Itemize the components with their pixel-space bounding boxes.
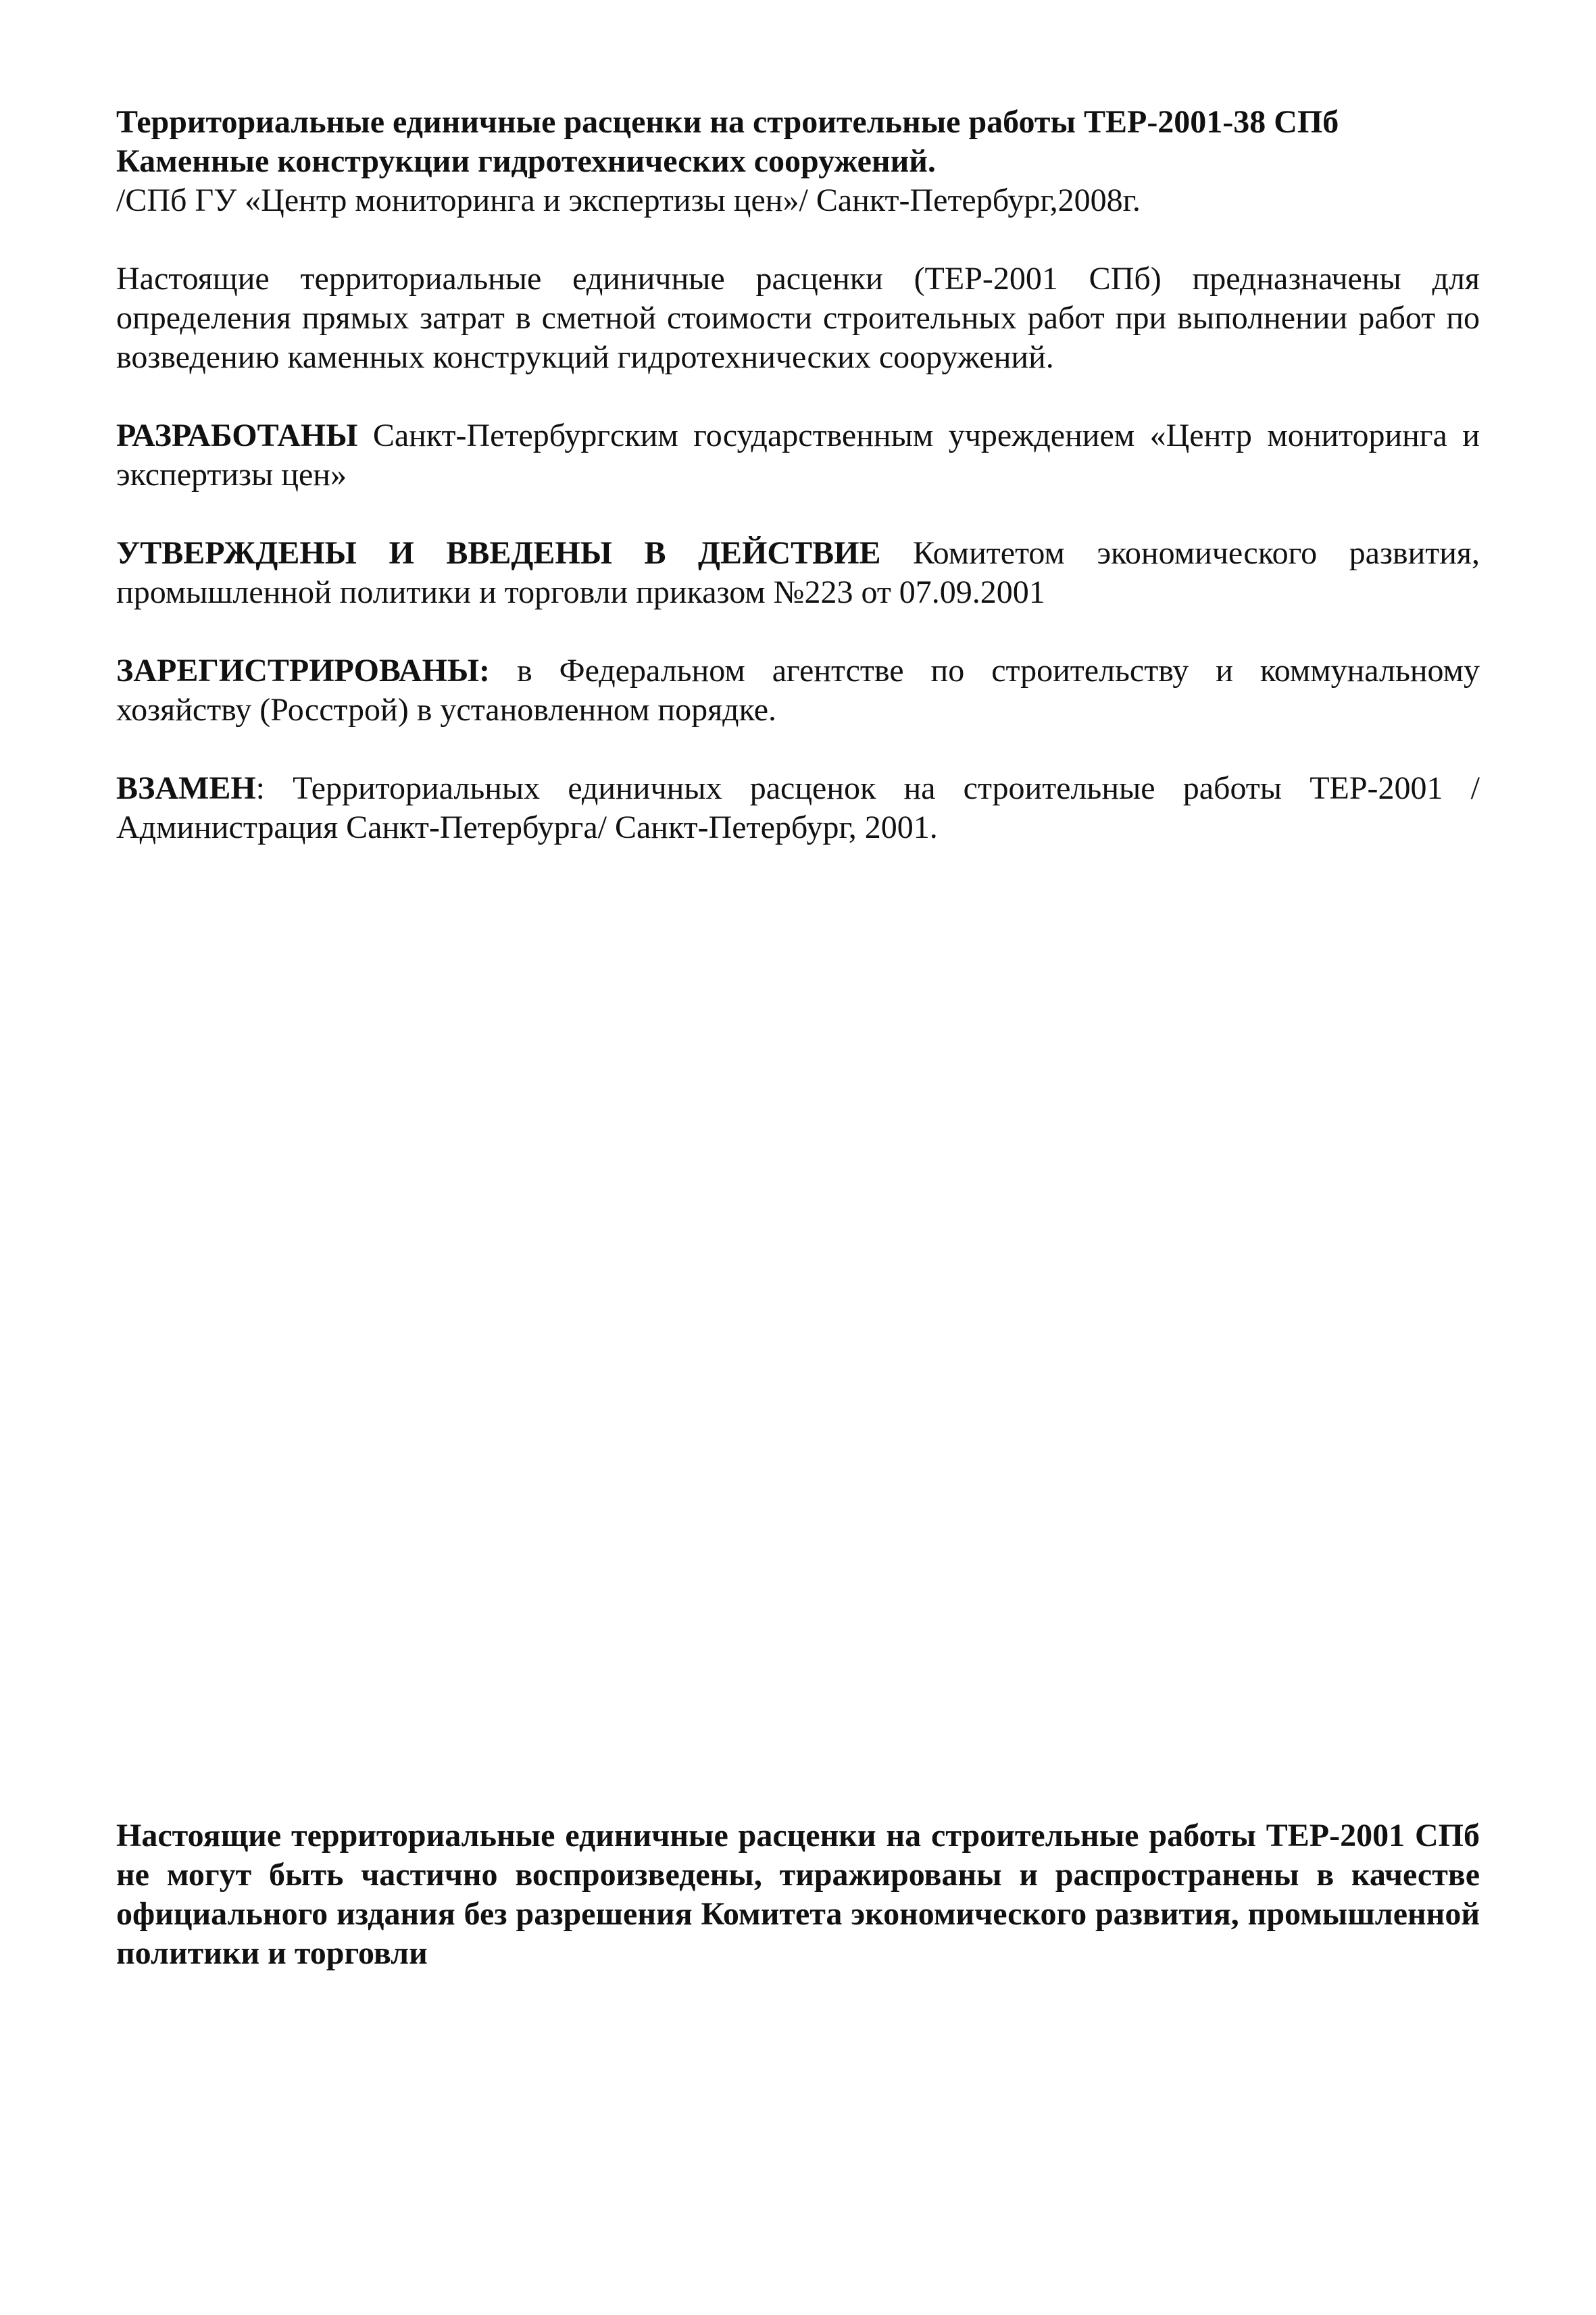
replaces-paragraph [116, 769, 1480, 847]
document-title-line2: Каменные конструкции гидротехнических сооружений. [116, 143, 936, 179]
publisher-line: /СПб ГУ «Центр мониторинга и экспертизы цен»/ Санкт-Петербург,2008г. [116, 182, 1141, 218]
copyright-notice [116, 1816, 1480, 1973]
copyright-notice-text: Настоящие территориальные единичные расценки на строительные работы ТЕР-2001 СПб не могут быть частично воспроизведены, тиражированы и распространены в качестве официального издания без разрешения Комитета экономического развития, промышленной политики и торговли [116, 1818, 1480, 1971]
document-body [116, 103, 1480, 847]
replaces-text: : Территориальных единичных расценок на строительные работы ТЕР-2001 /Администрация Санкт-Петербурга/ Санкт-Петербург, 2001. [116, 770, 1480, 845]
approved-label: УТВЕРЖДЕНЫ И ВВЕДЕНЫ В ДЕЙСТВИЕ [116, 535, 881, 571]
developed-label: РАЗРАБОТАНЫ [116, 418, 358, 453]
replaces-label: ВЗАМЕН [116, 770, 256, 806]
developed-paragraph [116, 416, 1480, 495]
document-title-line1: Территориальные единичные расценки на строительные работы ТЕР-2001-38 СПб [116, 104, 1339, 140]
registered-text: в Федеральном агентстве по строительству и коммунальному хозяйству (Росстрой) в установленном порядке. [116, 653, 1480, 728]
approved-paragraph [116, 534, 1480, 612]
intro-text: Настоящие территориальные единичные расценки (ТЕР-2001 СПб) предназначены для определения прямых затрат в сметной стоимости строительных работ при выполнении работ по возведению каменных конструкций гидротехнических сооружений. [116, 261, 1480, 375]
registered-paragraph [116, 651, 1480, 730]
registered-label: ЗАРЕГИСТРИРОВАНЫ: [116, 653, 491, 689]
approved-text: Комитетом экономического развития, промышленной политики и торговли приказом №223 от 07.09.2001 [116, 535, 1480, 610]
intro-paragraph [116, 259, 1480, 377]
developed-text: Санкт-Петербургским государственным учреждением «Центр мониторинга и экспертизы цен» [116, 418, 1480, 493]
document-header [116, 103, 1480, 220]
